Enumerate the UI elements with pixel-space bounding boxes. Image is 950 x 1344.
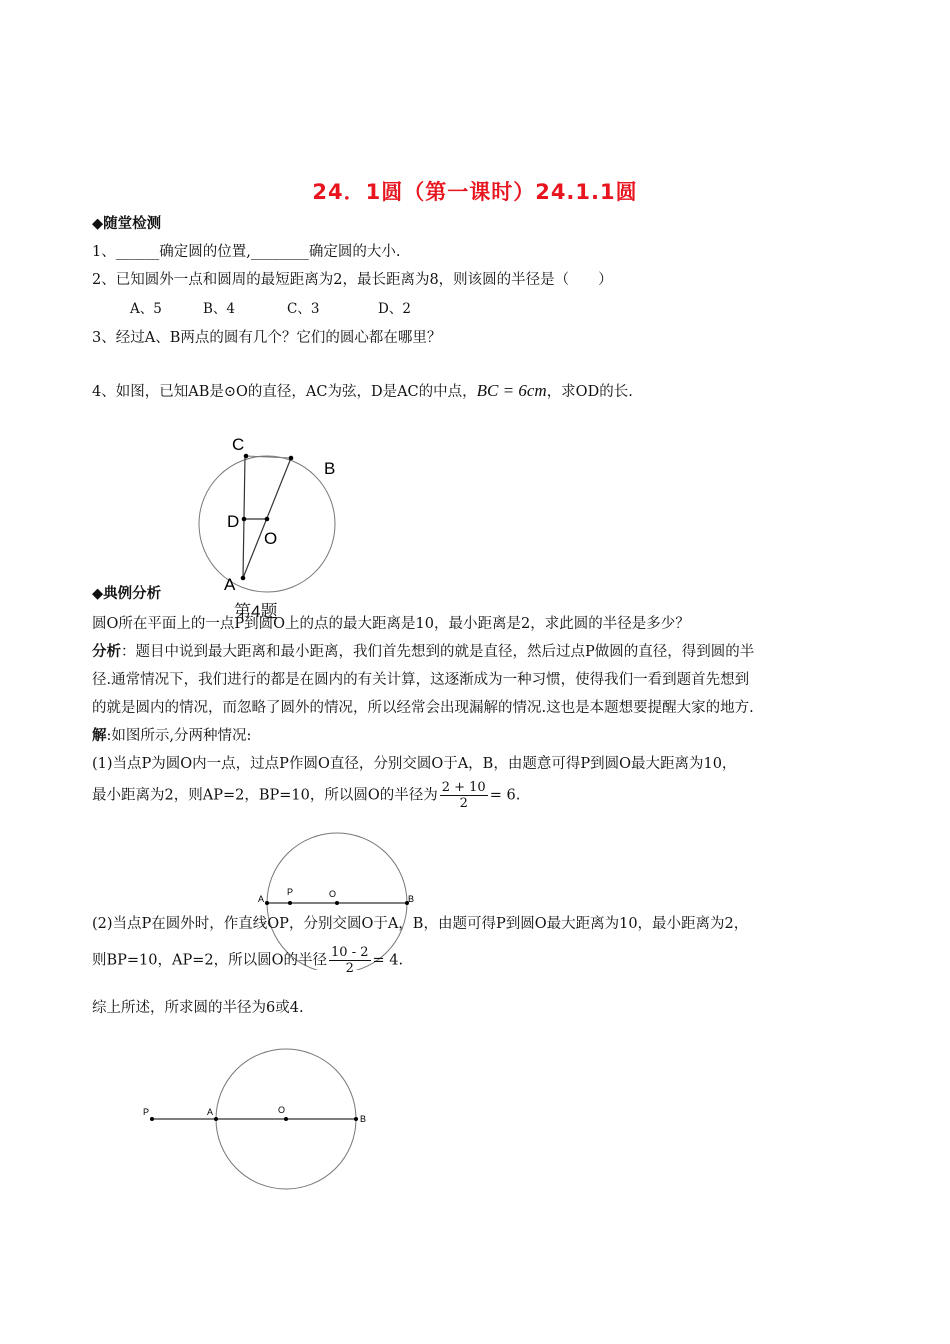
solution-label: 解 bbox=[92, 728, 107, 744]
question-1: 1、______确定圆的位置,________确定圆的大小. bbox=[92, 244, 401, 260]
example-problem: 圆O所在平面上的一点P到圆O上的点的最大距离是10，最小距离是2，求此圆的半径是多少？ bbox=[92, 616, 690, 632]
label-c: C bbox=[232, 435, 245, 454]
solution-intro-text: :如图所示,分两种情况: bbox=[106, 728, 252, 744]
case-2-fraction-denominator: 2 bbox=[345, 961, 354, 976]
case-2-label-o: O bbox=[278, 1105, 286, 1115]
label-d: D bbox=[227, 512, 240, 531]
figure-4-circle-diagram bbox=[190, 430, 370, 620]
section-heading-example: ◆典例分析 bbox=[92, 586, 162, 602]
case-1-point-a bbox=[265, 901, 269, 905]
case-2-text: 则BP=10，AP=2，所以圆O的半径 bbox=[92, 952, 328, 969]
case-1-label-o: O bbox=[329, 889, 337, 899]
case-1-line-2 bbox=[92, 780, 520, 811]
case-2-label-p: P bbox=[143, 1107, 150, 1117]
solution-intro bbox=[92, 724, 251, 745]
analysis-line-3: 的就是圆内的情况，而忽略了圆外的情况，所以经常会出现漏解的情况.这也是本题想要提醒大家的地方. bbox=[92, 700, 754, 716]
point-b bbox=[289, 456, 294, 461]
case-1-fraction bbox=[440, 780, 488, 811]
case-2-line-2 bbox=[92, 945, 403, 976]
question-4-text-a: 4、如图，已知AB是⊙O的直径，AC为弦，D是AC的中点， bbox=[92, 384, 477, 400]
label-a: A bbox=[224, 575, 236, 594]
case-1-label-b: B bbox=[408, 894, 415, 904]
figure-4-caption: 第4题 bbox=[232, 597, 279, 622]
question-4-text-b: ，求OD的长. bbox=[546, 384, 633, 400]
option-a: A、5 bbox=[130, 301, 162, 317]
analysis-text-1: ：题目中说到最大距离和最小距离，我们首先想到的就是直径，然后过点P做圆的直径，得到圆的半 bbox=[121, 644, 755, 660]
case-2-point-a bbox=[214, 1117, 218, 1121]
case-2-fraction bbox=[329, 945, 370, 976]
analysis-line-2: 径.通常情况下，我们进行的都是在圆内的有关计算，这逐渐成为一种习惯，使得我们一看到题首先想到 bbox=[92, 672, 750, 688]
case-1-fraction-denominator: 2 bbox=[459, 796, 468, 811]
case-2-point-b bbox=[354, 1117, 358, 1121]
case-2-fraction-numerator: 10 - 2 bbox=[331, 945, 369, 960]
case-1-label-a: A bbox=[258, 894, 265, 904]
figure-case-2-diagram bbox=[135, 1040, 375, 1210]
section-heading-quiz: ◆随堂检测 bbox=[92, 216, 162, 232]
point-c bbox=[244, 454, 249, 459]
case-1-label-p: P bbox=[287, 887, 294, 897]
question-3: 3、经过A、B两点的圆有几个？它们的圆心都在哪里？ bbox=[92, 330, 442, 346]
label-b: B bbox=[324, 459, 336, 478]
option-c: C、3 bbox=[287, 301, 320, 317]
question-2: 2、已知圆外一点和圆周的最短距离为2，最长距离为8，则该圆的半径是（ ） bbox=[92, 272, 613, 288]
case-2-point-p bbox=[150, 1117, 154, 1121]
conclusion: 综上所述，所求圆的半径为6或4. bbox=[92, 1000, 304, 1016]
analysis-line-1 bbox=[92, 640, 754, 661]
option-d: D、2 bbox=[378, 301, 411, 317]
point-d bbox=[242, 517, 247, 522]
question-4 bbox=[92, 380, 633, 401]
case-2-point-o bbox=[284, 1117, 288, 1121]
point-o bbox=[265, 517, 270, 522]
case-1-line-1: (1)当点P为圆O内一点，过点P作圆O直径，分别交圆O于A，B，由题意可得P到圆O最大距离为10， bbox=[92, 756, 737, 772]
case-2-label-b: B bbox=[360, 1114, 367, 1124]
question-4-math: BC = 6cm bbox=[476, 381, 547, 400]
case-2-line-1: (2)当点P在圆外时，作直线OP，分别交圆O于A，B，由题可得P到圆O最大距离为10，最小距离为2， bbox=[92, 916, 749, 932]
label-o: O bbox=[264, 529, 278, 548]
option-b: B、4 bbox=[203, 301, 236, 317]
case-1-point-p bbox=[288, 901, 292, 905]
point-a bbox=[241, 576, 246, 581]
case-1-point-o bbox=[335, 901, 339, 905]
case-1-fraction-numerator: 2 + 10 bbox=[441, 780, 486, 795]
figure-4-circle bbox=[199, 456, 335, 592]
case-1-text: 最小距离为2，则AP=2，BP=10，所以圆O的半径为 bbox=[92, 787, 438, 804]
page-title: 24．1圆（第一课时）24.1.1圆 bbox=[312, 180, 638, 204]
case-2-result: = 4. bbox=[372, 952, 404, 969]
case-2-label-a: A bbox=[207, 1107, 214, 1117]
case-1-result: = 6. bbox=[489, 787, 521, 804]
analysis-label: 分析 bbox=[92, 644, 121, 660]
